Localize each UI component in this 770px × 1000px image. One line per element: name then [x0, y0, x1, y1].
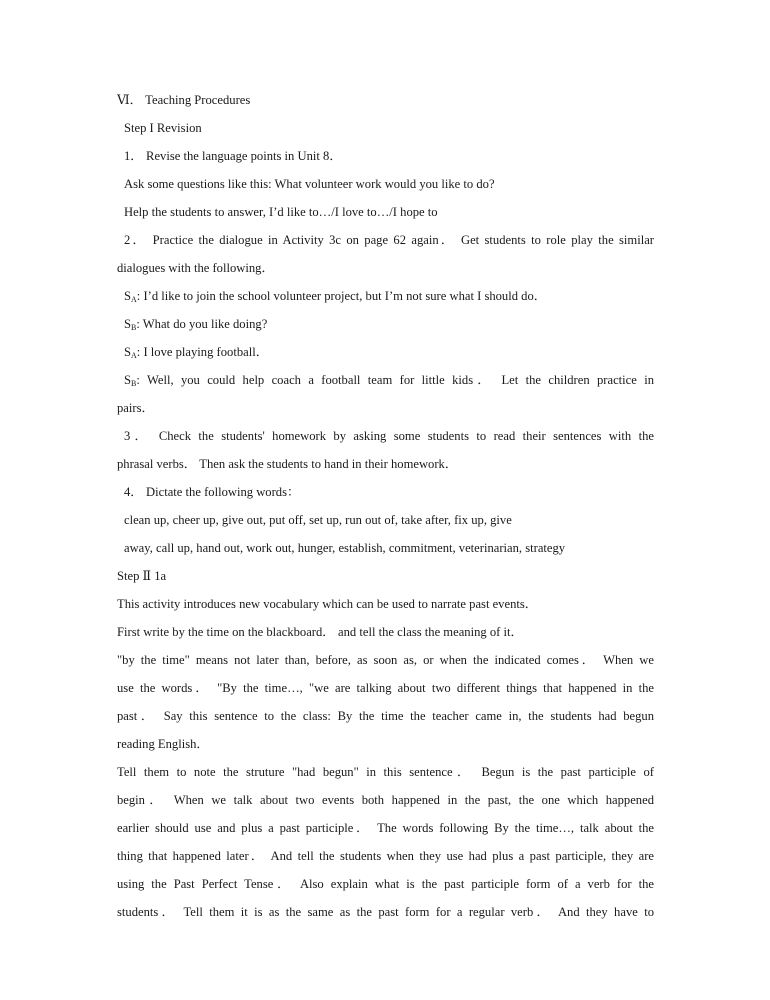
- dialogue-text: : I’d like to join the school volunteer project, but I’m not sure what I should do．: [136, 289, 547, 303]
- text-line: use the words． "By the time…, "we are talking about two different things that happened in the: [117, 681, 654, 695]
- section-heading: Ⅵ． Teaching Procedures: [117, 93, 251, 107]
- dialogue-line: [124, 344, 268, 360]
- text-line: 3． Check the students' homework by asking some students to read their sentences with the: [124, 429, 654, 443]
- text-line: "by the time" means not later than, before, as soon as, or when the indicated comes． When we: [117, 653, 654, 667]
- word-list-line: clean up, cheer up, give out, put off, set up, run out of, take after, fix up, give: [124, 513, 512, 527]
- dialogue-line: [124, 316, 267, 332]
- step-heading: Step I Revision: [124, 121, 202, 135]
- text-line: Help the students to answer, I’d like to…/I love to…/I hope to: [124, 205, 438, 219]
- text-line: 1． Revise the language points in Unit 8．: [124, 149, 342, 163]
- dialogue-line: [124, 288, 546, 304]
- speaker-subscript: A: [131, 351, 137, 360]
- text-line: This activity introduces new vocabulary which can be used to narrate past events．: [117, 597, 538, 611]
- word-list-line: away, call up, hand out, work out, hunger, establish, commitment, veterinarian, strategy: [124, 541, 566, 555]
- text-line: earlier should use and plus a past participle． The words following By the time…, talk about the: [117, 821, 654, 835]
- dialogue-line: [124, 372, 654, 388]
- speaker-subscript: B: [131, 379, 137, 388]
- text-line: reading English．: [117, 737, 209, 751]
- text-line: Tell them to note the struture "had begun" in this sentence． Begun is the past participle of: [117, 765, 654, 779]
- text-line: Ask some questions like this: What volunteer work would you like to do?: [124, 177, 495, 191]
- speaker-label: S: [124, 289, 132, 303]
- text-line: pairs．: [117, 401, 155, 415]
- text-line: using the Past Perfect Tense． Also explain what is the past participle form of a verb for the: [117, 877, 654, 891]
- text-line: past． Say this sentence to the class: By the time the teacher came in, the students had begun: [117, 709, 654, 723]
- text-line: First write by the time on the blackboard． and tell the class the meaning of it．: [117, 625, 524, 639]
- text-line: students． Tell them it is as the same as the past form for a regular verb． And they have to: [117, 905, 654, 919]
- speaker-label: S: [124, 345, 132, 359]
- dialogue-text: : Well, you could help coach a football team for little kids． Let the children practice in: [136, 373, 654, 387]
- text-line: 4． Dictate the following words：: [124, 485, 300, 499]
- text-line: thing that happened later． And tell the students when they use had plus a past participle, they are: [117, 849, 654, 863]
- text-line: phrasal verbs． Then ask the students to hand in their homework．: [117, 457, 458, 471]
- speaker-subscript: A: [131, 295, 137, 304]
- dialogue-text: : What do you like doing?: [136, 317, 268, 331]
- step-heading: Step Ⅱ 1a: [117, 569, 167, 583]
- text-line: begin． When we talk about two events both happened in the past, the one which happened: [117, 793, 654, 807]
- speaker-label: S: [124, 317, 132, 331]
- speaker-subscript: B: [131, 323, 137, 332]
- text-line: dialogues with the following．: [117, 261, 275, 275]
- text-line: 2． Practice the dialogue in Activity 3c on page 62 again． Get students to role play the similar: [124, 233, 654, 247]
- dialogue-text: : I love playing football．: [136, 345, 269, 359]
- speaker-label: S: [124, 373, 132, 387]
